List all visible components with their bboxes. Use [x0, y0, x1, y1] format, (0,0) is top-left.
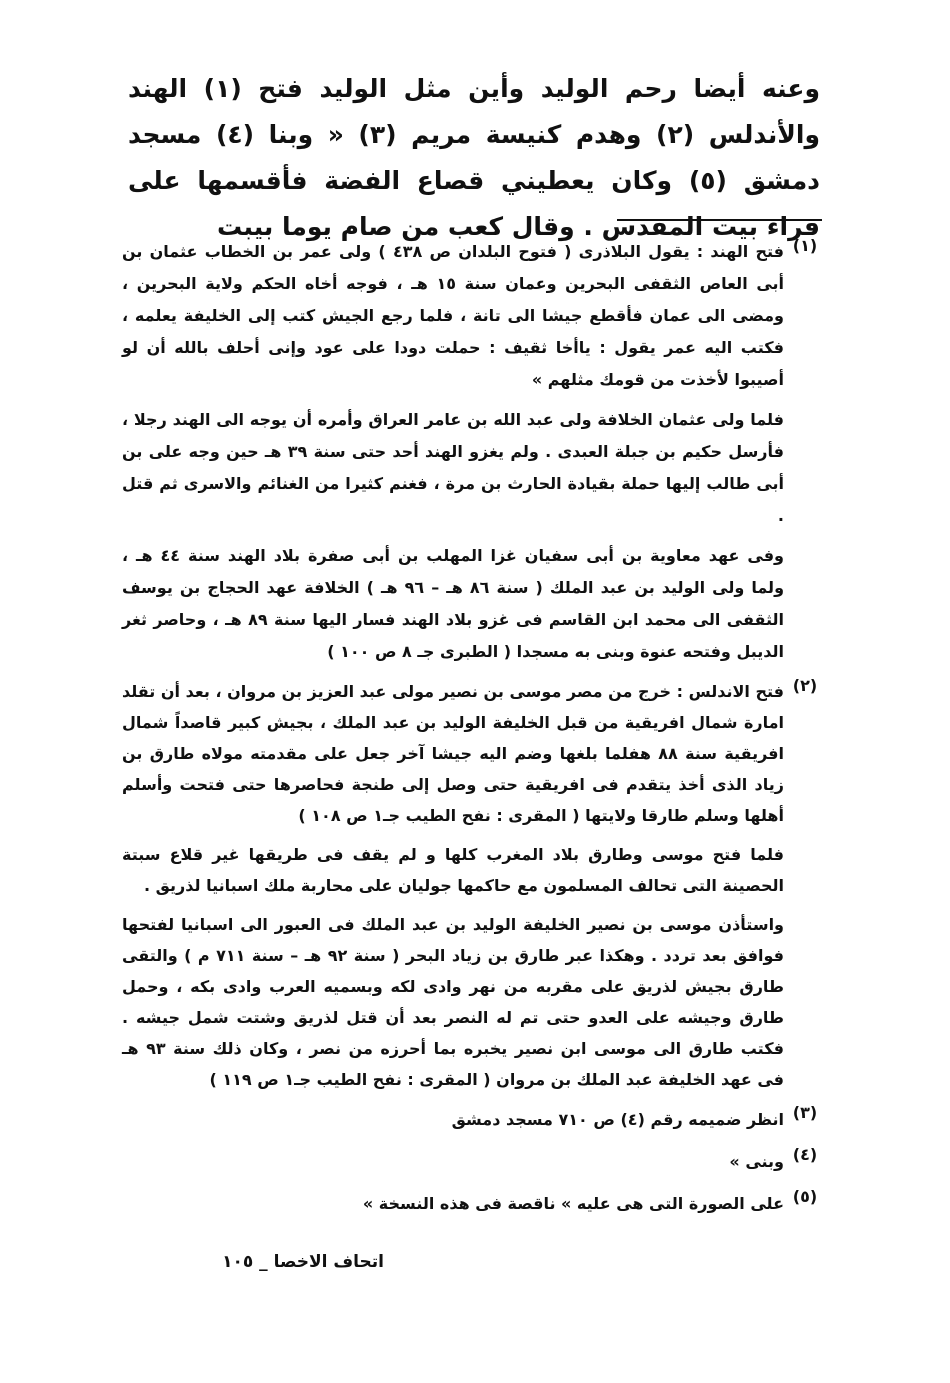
page-footer: اتحاف الاخصا _ ١٠٥	[222, 1252, 384, 1272]
footnote-marker: (٣)	[792, 1103, 818, 1122]
footnote-4	[122, 1145, 822, 1179]
main-text: وعنه أيضا رحم الوليد وأين مثل الوليد فتح (١) الهند والأندلس (٢) وهدم كنيسة مريم (٣) « وبنا (٤) مسجد دمشق (٥) وكان يعطيني قصاع الفضة فأقسمها على قراء بيت المقدس . وقال كعب من صام يوما بيبت	[128, 74, 821, 241]
footnote-marker: (١)	[792, 236, 818, 255]
footnote-divider	[617, 219, 822, 221]
footnote-5	[122, 1187, 822, 1221]
footnote-2	[122, 676, 822, 1095]
footnote-1	[122, 236, 822, 668]
footnote-paragraph: فتح الاندلس : خرج من مصر موسى بن نصير مولى عبد العزيز بن مروان ، بعد أن تقلد امارة شمال افريقية من قبل الخليفة الوليد بن عبد الملك ، بجيش كبير قاصداً شمال افريقية سنة ٨٨ هفلما بلغها وضم اليه جيشا آخر جعل على مقدمته مولاه طارق بن زياد الذى أخذ يتقدم فى افريقية حتى وصل إلى طنجة فحاصرها حتى فتحت وأسلم أهلها وسلم طارقا ولايتها ( المقرى : نفح الطيب جـ١ ص ١٠٨ )	[122, 682, 785, 825]
footnote-paragraph: وبنى »	[729, 1152, 784, 1171]
footnote-marker: (٤)	[792, 1145, 818, 1164]
footnote-paragraph: وفى عهد معاوية بن أبى سفيان غزا المهلب بن أبى صفرة بلاد الهند سنة ٤٤ هـ ، ولما ولى الوليد بن عبد الملك ( سنة ٨٦ هـ – ٩٦ هـ ) الخلافة عهد الحجاج بن يوسف الثقفى الى محمد ابن القاسم فى غزو بلاد الهند فسار اليها سنة ٨٩ هـ ، وحاصر ثغر الديبل وفتحه عنوة وبنى به مسجدا ( الطبرى جـ ٨ ص ١٠٠ )	[122, 546, 785, 661]
footnote-marker: (٢)	[792, 676, 818, 695]
footnote-paragraph: على الصورة التى هى عليه » ناقصة فى هذه النسخة »	[362, 1194, 784, 1213]
footnote-paragraph: واستأذن موسى بن نصير الخليفة الوليد بن عبد الملك فى العبور الى اسبانيا لفتحها فوافق بعد تردد . وهكذا عبر طارق بن زياد البحر ( سنة ٩٢ هـ – سنة ٧١١ م ) والتقى طارق بجيش لذريق على مقربه من نهر وادى لكه وبسميه العرب وادى بكه ، وحمل طارق وجيشه على العدو حتى تم له النصر بعد أن قتل لذريق وشتت شمل جيشه . فكتب طارق الى موسى ابن نصير يخبره بما أحرزه من نصر ، وكان ذلك سنة ٩٣ هـ فى عهد الخليفة عبد الملك بن مروان ( المقرى : نفح الطيب جـ١ ص ١١٩ )	[122, 915, 785, 1089]
footnote-paragraph: فلما ولى عثمان الخلافة ولى عبد الله بن عامر العراق وأمره أن يوجه الى الهند رجلا ، فأرسل حكيم بن جبلة العبدى . ولم يغزو الهند أحد حتى سنة ٣٩ هـ حين وجه على بن أبى طالب إليها حملة بقيادة الحارث بن مرة ، فغنم كثيرا من الغنائم والاسرى ثم قتل .	[122, 410, 785, 525]
footnote-paragraph: فلما فتح موسى وطارق بلاد المغرب كلها و لم يقف فى طريقها غير قلاع سبتة الحصينة التى تحالف المسلمون مع حاكمها جوليان على محاربة ملك اسبانيا لذريق .	[122, 845, 784, 895]
footnote-marker: (٥)	[792, 1187, 818, 1206]
footnote-3	[122, 1103, 822, 1137]
footnote-paragraph: فتح الهند : يقول البلاذرى ( فتوح البلدان ص ٤٣٨ ) ولى عمر بن الخطاب عثمان بن أبى العاص الثقفى البحرين وعمان سنة ١٥ هـ ، فوجه أخاه الحكم ولاية البحرين ، ومضى الى عمان فأقطع جيشا الى تانة ، فلما رجع الجيش كتب إلى الخليفة يعلمه ، فكتب اليه عمر يقول : ياأخا ثقيف : حملت دودا على عود وإنى أحلف بالله أن لو أصيبوا لأخذت من قومك مثلهم »	[122, 242, 785, 389]
footnote-paragraph: انظر ضميمه رقم (٤) ص ٧١٠ مسجد دمشق	[451, 1110, 784, 1129]
footnotes	[122, 236, 822, 1229]
